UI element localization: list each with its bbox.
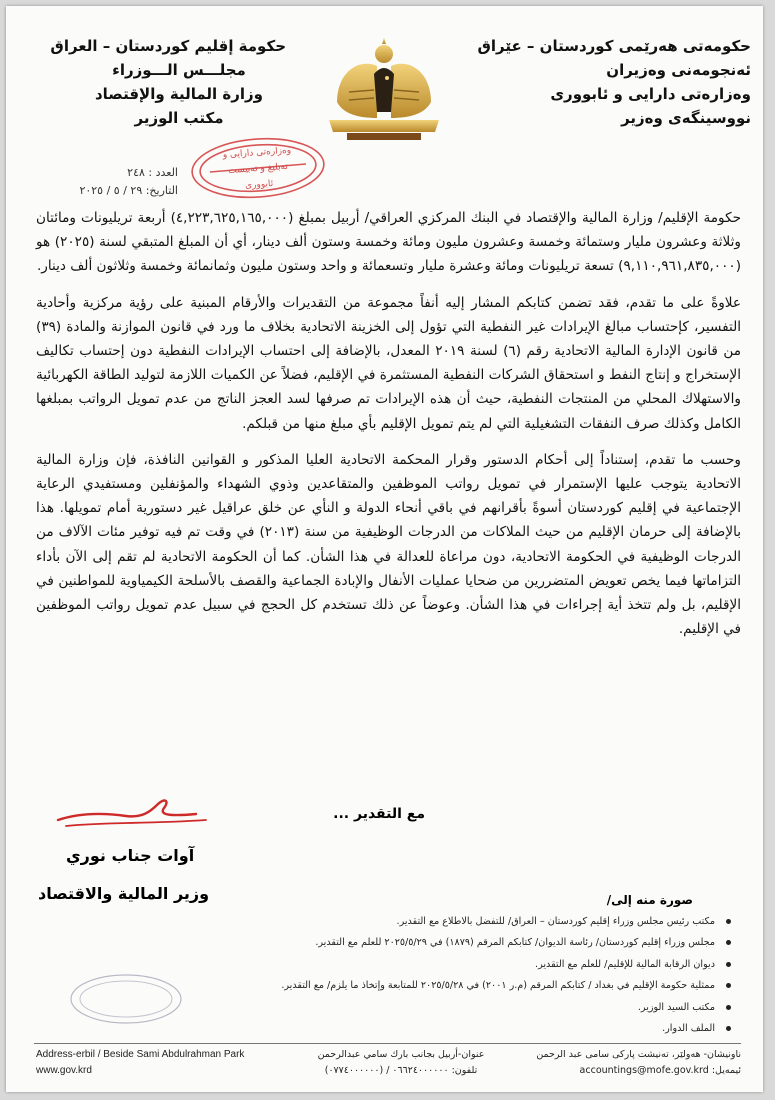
footer-email-link[interactable]: accountings@mofe.gov.krd	[579, 1065, 709, 1076]
kurdistan-emblem-icon	[319, 32, 449, 144]
header-line: وزارة المالية والإقتصاد	[94, 85, 264, 103]
reference-block	[68, 164, 178, 200]
header-line: ئەنجومەنی وەزیران	[606, 61, 751, 79]
stamp-text: تەبلیغ و تەبیست	[227, 161, 289, 177]
footer-phone: تلفون: ٠٦٦٢٤٠٠٠٠٠٠ / (٠٧٧٤٠٠٠٠٠٠)	[324, 1065, 478, 1076]
list-item: مكتب رئيس مجلس وزراء إقليم كوردستان – العراق/ للتفضل بالاطلاع مع التقدير.	[177, 911, 737, 932]
stamp-text: وەزارەتی دارایی و	[222, 145, 292, 161]
email-label: ئیمەیل:	[711, 1065, 741, 1076]
body-paragraph: وحسب ما تقدم، إستناداً إلى أحكام الدستور وقرار المحكمة الاتحادية العليا المذكور و القوانين النافذة، فإن وزارة المالية الاتحادية يتوجب عليها الإستمرار في تمويل رواتب الموظفين والمتقاعدين وذوي الشهداء والمؤنفلين ومستفيدي الرعاية الإجتماعية في إقليم كوردستان أسوةً بأقرانهم في باقي أنحاء الدولة و النأي عن خلق عراقيل غير دستورية أمام تمويلها. هذا بالإضافة إلى حرمان الإقليم من حيث الملاكات من الدرجات الوظيفية من سنة (٢٠١٣) في وقت تم فيه توفير مئات الآلاف من الدرجات الوظيفية في الحكومة الاتحادية، دون مراعاة للعدالة في هذا الشأن. كما أن الحكومة الاتحادية لم تقم إلى الآن بأداء التزاماتها فيما يخص تعويض المتضررين من ضحايا عمليات الأنفال والإبادة الجماعية والقصف بالأسلحة الكيمياوية للمواطنين في الإقليم، بل ولم تتخذ أية إجراءات في هذا الشأن. وعوضاً عن ذلك تستخدم كل الحجج في سبيل عدم تمويل رواتب الموظفين في الإقليم.	[36, 451, 742, 638]
footer-arabic	[271, 1047, 531, 1079]
copies-list	[177, 911, 737, 1039]
body-paragraph: حكومة الإقليم/ وزارة المالية والإقتصاد في البنك المركزي العراقي/ أربيل بمبلغ (٤,٢٢٣,٦٢٥,١٦٥,٠٠٠) أربعة تريليونات ومائتان وثلاثة وعشرون مليار وستمائة وخمسة وعشرون مليون ومائة وخمسة وستون ألف دينار، أي أن المبلغ المتبقي لسنة (٢٠٢٥) هو (٩,١١٠,٩٦١,٨٣٥,٠٠٠) تسعة تريليونات ومائة وعشرة مليار وتسعمائة و واحد وستون مليون وثمانمائة وخمسة وثلاثون ألف دينار.	[36, 210, 741, 275]
signer-name: آوات جناب نوري	[66, 846, 195, 865]
closing-text: مع التقدير ...	[333, 806, 425, 822]
signer-title: وزير المالية والاقتصاد	[38, 884, 210, 903]
header-line: نووسینگەی وەزیر	[621, 109, 751, 127]
footer-address: عنوان-أربيل بجانب بارك سامي عبدالرحمن	[317, 1049, 485, 1060]
letter-body	[36, 206, 741, 653]
footer-address: Address-erbil / Beside Sami Abdulrahman Park	[36, 1049, 245, 1060]
list-item: مجلس وزراء إقليم كوردستان/ رئاسة الديوان/ كتابكم المرقم (١٨٧٩) في ٢٠٢٥/٥/٢٩ للعلم مع التقدير.	[177, 932, 737, 953]
footer-website-link[interactable]: www.gov.krd	[36, 1065, 92, 1076]
body-paragraph: علاوةً على ما تقدم، فقد تضمن كتابكم المشار إليه أنفاً مجموعة من التقديرات والأرقام المبنية على رؤية مركزية وأحادية التفسير، كإحتساب مبالغ الإيرادات غير النفطية التي تؤول إلى الخزينة الاتحادية بخلاف ما ورد في قانون الموازنة والمادة (٣٩) من قانون الإدارة المالية الاتحادية رقم (٦) لسنة ٢٠١٩ المعدل، بالإضافة إلى احتساب الإيرادات النفطية دون إحتساب تكاليف الإستخراج و إنتاج النفط و استحقاق الشركات النفطية المستثمرة في الإقليم، فضلاً عن الكميات اللازمة لتوليد الطاقة الكهربائية والاستهلاك المحلي من المنتجات النفطية، حيث أن هذه الإيرادات تم صرفها لسد العجز الناتج من عدم تمويل الرواتب بمبلغها الكامل وكذلك صرف النفقات التشغيلية التي لم يتم تمويل الإقليم بأي مبلغ منها من قبلكم.	[36, 294, 741, 432]
header-line: حكومة إقليم كوردستان – العراق	[50, 37, 286, 55]
footer-english	[36, 1047, 244, 1079]
office-stamp-icon	[66, 971, 186, 1027]
header-line: مكتب الوزير	[134, 109, 224, 127]
signature-icon	[46, 790, 216, 834]
header-arabic	[50, 34, 286, 130]
footer-kurdish	[536, 1047, 741, 1079]
header-line: حکومەتی هەرێمی کوردستان – عێراق	[477, 37, 751, 55]
footer-divider	[34, 1043, 741, 1044]
reference-number: العدد : ٢٤٨	[127, 166, 178, 179]
list-item: الملف الدوار.	[177, 1018, 737, 1039]
list-item: ممثلية حكومة الإقليم في بغداد / كتابكم المرقم (م.ر ٢٠٠١) في ٢٠٢٥/٥/٢٨ للمتابعة وإتخاذ ما يلزم/ مع التقدير.	[177, 975, 737, 996]
footer-address: ناونیشان- هەولێر، تەنیشت پارکی سامی عبد الرحمن	[536, 1049, 741, 1060]
stamp-text: ئابووری	[244, 178, 274, 191]
copies-title: صورة منه إلى/	[606, 893, 693, 907]
list-item: ديوان الرقابة المالية للإقليم/ للعلم مع التقدير.	[177, 954, 737, 975]
ministry-stamp-icon	[188, 136, 328, 200]
header-kurdish	[477, 34, 751, 130]
header-line: مجلـــس الـــوزراء	[112, 61, 246, 79]
list-item: مكتب السيد الوزير.	[177, 997, 737, 1018]
reference-date: التاريخ: ٢٩ / ٥ / ٢٠٢٥	[79, 184, 178, 197]
header-line: وەزارەتی دارایی و ئابووری	[550, 85, 751, 103]
document-page	[6, 6, 763, 1092]
